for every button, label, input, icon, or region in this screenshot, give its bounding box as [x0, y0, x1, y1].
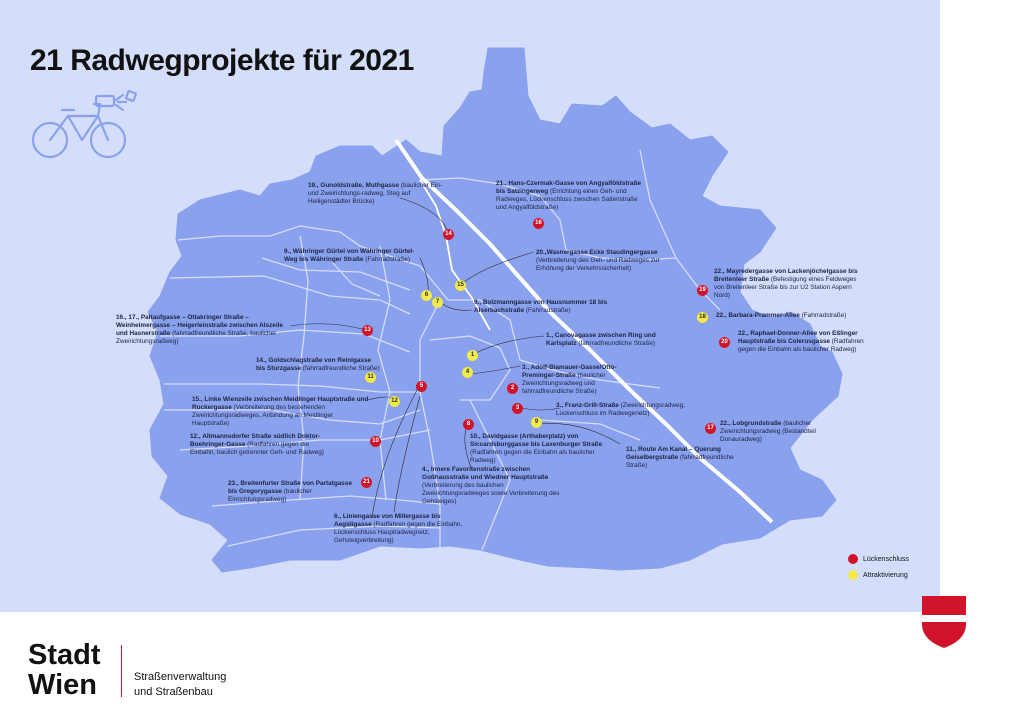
project-label-16: 21., Hans-Czermak-Gasse von Angyalföldstraße bis Satzingerweg (Errichtung eines Geh- und Radweges, Lückenschluss zwischen Saltenstraße und Angyalföldstraße) [496, 180, 642, 211]
footer-divider [121, 645, 122, 697]
project-marker-14[interactable]: 14 [443, 229, 454, 240]
project-label-13: 16., 17., Paltaufgasse – Ottakringer Straße – Weinheimergasse – Heigerleinstraße zwischen Alszeile und Hasnerstraße (fahrradfreundliche Straße, baulicher Zweirichtungsradweg) [116, 314, 283, 345]
legend-item-lueckenschluss: Lückenschluss [848, 554, 909, 564]
project-marker-7[interactable]: 7 [432, 297, 443, 308]
project-label-20: 22., Raphael-Donner-Allee von Eßlinger Hauptstraße bis Colerusgasse (Radfahren gegen die Einbahn als baulicher Radweg) [738, 330, 864, 353]
project-label-10-altmannsdorfer: 12., Altmannsdorfer Straße südlich Doktor-Boehringer-Gasse (Radfahren gegen die Einbahn, baulich getrennter Geh- und Radweg) [190, 433, 324, 456]
bicycle-icon [28, 88, 138, 168]
project-marker-15[interactable]: 15 [455, 280, 466, 291]
project-marker-18[interactable]: 18 [697, 312, 708, 323]
project-label-21: 23., Breitenfurter Straße von Partatgasse bis Gregorygasse (baulicher Einrichtungsradweg) [228, 480, 352, 503]
page-title: 21 Radwegprojekte für 2021 [30, 44, 414, 77]
project-label-1: 1., Canovagasse zwischen Ring und Karlsplatz (fahrradfreundliche Straße) [546, 332, 656, 347]
project-label-2: 3., Adolf-Blamauer-Gasse/Otto-Preminger-Straße (baulicher Zweirichtungsradweg und fahrradfreundliche Straße) [522, 364, 617, 395]
project-marker-12[interactable]: 12 [389, 396, 400, 407]
project-marker-6[interactable]: 6 [421, 290, 432, 301]
project-label-14: 19., Gunoldstraße, Muthgasse (baulicher Ein- und Zweirichtungs-radweg, Steg auf Heiligenstädter Brücke) [308, 182, 442, 205]
project-label-11-goldschlag: 14., Goldschlagstraße von Reinlgasse bis Sturzgasse (fahrradfreundliche Straße) [256, 357, 380, 372]
project-label-6: 6., Liniengasse von Millergasse bis Aegidigasse (Radfahren gegen die Einbahn, Lückenschluss Hauptradwegnetz, Gehsteigverbreitung) [334, 513, 463, 544]
project-marker-19[interactable]: 19 [697, 285, 708, 296]
project-label-9-bolzmann: 9., Bolzmanngasse von Hausnummer 18 bis Alserbachstraße (Fahrradstraße) [474, 299, 608, 314]
project-label-10-davidgasse: 10., Davidgasse (Arthaberplatz) von Siccardsburggasse bis Laxenburger Straße (Radfahren gegen die Einbahn als baulicher Radweg) [470, 433, 603, 464]
project-label-3: 3., Franz-Grill-Straße (Zweirichtungsradweg, Lückenschluss im Radwegenetz) [556, 402, 685, 417]
project-label-12: 15., Linke Wienzeile zwischen Meidlinger Hauptstraße und Ruckergasse (Verbreiterung des bestehenden Zweirichtungsradweges, Anbindung an Meidlinger Hauptstraße) [192, 396, 369, 427]
project-label-17: 22., Lobgrundstraße (baulicher Zweirichtungsradweg (Bestandteil Donauradweg) [720, 420, 816, 443]
project-label-11-amkanal: 11., Route Am Kanal – Querung Geiselbergstraße (fahrradfreundliche Straße) [626, 446, 734, 469]
project-marker-20[interactable]: 20 [719, 337, 730, 348]
legend-item-attraktivierung: Attraktivierung [848, 570, 908, 580]
project-marker-13[interactable]: 13 [362, 325, 373, 336]
vienna-crest-icon [920, 594, 968, 650]
project-marker-9[interactable]: 9 [531, 417, 542, 428]
red-dot-icon [848, 554, 858, 564]
project-marker-8[interactable]: 8 [463, 419, 474, 430]
project-marker-2[interactable]: 2 [507, 383, 518, 394]
project-marker-16[interactable]: 16 [533, 218, 544, 229]
department-name: Straßenverwaltung und Straßenbau [134, 671, 227, 698]
project-label-19: 22., Mayredergasse von Lackenjöchelgasse bis Breitenleer Straße (Befestigung eines Feldweges von Breitenleer Straße bis zur U2 Station Aspern Nord) [714, 268, 858, 299]
project-label-18: 22., Barbara-Prammer-Allee (Fahrradstraße) [716, 312, 847, 319]
project-label-4: 4., Innere Favoritenstraße zwischen Goßhausstraße und Wiedner Hauptstraße (Verbreiterung des baulichen Zweirichtungsradweges sowie Verbreiterung des Gehsteiges) [422, 466, 560, 505]
project-marker-3[interactable]: 3 [512, 403, 523, 414]
project-marker-5[interactable]: 5 [416, 381, 427, 392]
project-marker-4[interactable]: 4 [462, 367, 473, 378]
project-marker-11-west[interactable]: 11 [365, 372, 376, 383]
project-marker-1[interactable]: 1 [467, 350, 478, 361]
stadt-wien-logo: Stadt Wien [28, 639, 101, 701]
project-marker-17[interactable]: 17 [705, 423, 716, 434]
project-marker-10[interactable]: 10 [370, 436, 381, 447]
project-label-15: 20.,Wasnergasse Ecke Staudingergasse (Verbreiterung des Geh- und Radweges zur Erhöhung der Verkehrssicherheit) [536, 249, 660, 272]
project-label-9-guertel: 9., Währinger Gürtel von Währinger Gürtel-Weg bis Währinger Straße (Fahrradstraße) [284, 248, 415, 263]
yellow-dot-icon [848, 570, 858, 580]
project-marker-21[interactable]: 21 [361, 477, 372, 488]
